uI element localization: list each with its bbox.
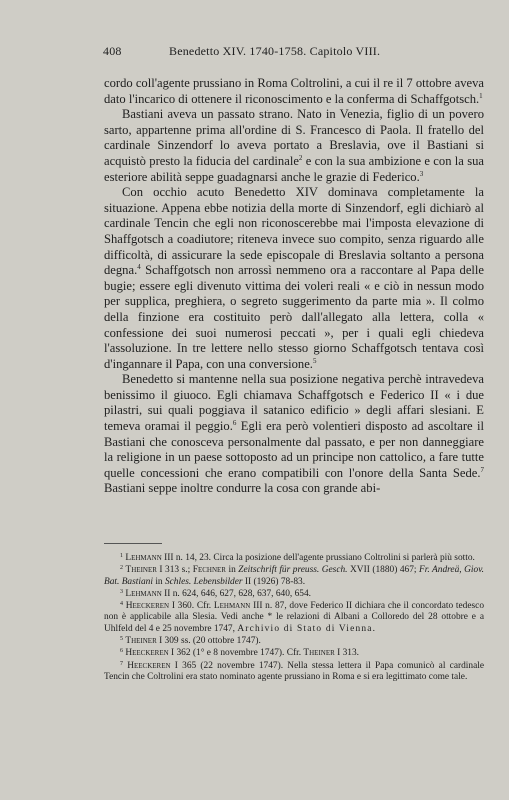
footnote-ref-7: 7	[480, 465, 484, 474]
footnote-author: Fechner	[192, 565, 226, 576]
paragraph-1-text: cordo coll'agente prussiano in Roma Coltrolini, a cui il re il 7 ottobre aveva dato l'incarico di ottenere il riconoscimento e la conferma di Schaffgotsch.	[104, 76, 484, 106]
footnote-number: 4	[120, 601, 123, 608]
footnote-number: 2	[120, 565, 123, 572]
footnote-number: 7	[120, 660, 123, 667]
footnote-author: Theiner	[125, 636, 157, 647]
paragraph-3-text-a: Con occhio acuto Benedetto XIV dominava completamente la situazione. Appena ebbe notizia della morte di Sinzendorf, egli dichiarò al cardinale Tencin che egli non riconoscerebbe mai l'imposta elevazione di Shaffgotsch a coadiutore; riteneva invece suo compito, senza riguardo alle difficoltà, di assicurare la sede episcopale di Breslavia soltanto a persona degna.	[104, 185, 484, 278]
footnote-text: III n. 14, 23. Circa la posizione dell'agente prussiano Coltrolini si parlerà più sotto.	[161, 553, 475, 563]
footnotes	[104, 553, 484, 684]
footnote-number: 6	[120, 648, 123, 655]
footnote-7	[104, 661, 484, 684]
footnote-text: .	[372, 623, 375, 634]
footnote-6	[104, 648, 484, 659]
paragraph-4-text-a: Benedetto si mantenne nella sua posizione negativa perchè intravedeva benissimo il giuoco. Egli chiamava Schaffgotsch e Federico II « i due pilastri, sui quali poggiava il satanico edificio » degli affari slesiani. E temeva oramai il peggio.	[104, 372, 484, 434]
paragraph-4-text-c: Bastiani seppe inoltre condurre la cosa con grande abi-	[104, 481, 381, 496]
footnote-journal: Zeitschrift für preuss. Gesch.	[238, 565, 348, 576]
footnote-ref-2: 2	[298, 153, 303, 162]
running-title: Benedetto XIV. 1740-1758. Capitolo VIII.	[169, 44, 381, 58]
footnote-author: Heeckeren	[127, 660, 171, 671]
paragraph-4	[104, 372, 484, 497]
paragraph-3	[104, 185, 484, 372]
paragraph-2-text-a: Bastiani aveva un passato strano. Nato in Venezia, figlio di un povero sarto, appartenne prima all'ordine di S. Francesco di Paola. Il fratello del cardinale Sinzendorf lo aveva portato a Breslavia, ove il Bastiani si acquistò presto la fiducia del cardinale	[104, 107, 484, 168]
footnote-text: I 313.	[334, 648, 359, 659]
paragraph-2-text-b: e con la sua ambizione e con la sua esteriore abilità seppe guadagnarsi anche le grazie di Federico.	[104, 153, 484, 184]
footnote-divider	[104, 543, 162, 544]
footnote-author: Theiner	[303, 648, 335, 659]
footnote-text: I 360. Cfr.	[169, 601, 214, 612]
footnote-number: 1	[120, 553, 123, 559]
paragraph-1	[104, 76, 484, 107]
footnote-text: XVII (1880) 467;	[347, 565, 420, 576]
footnote-author: Heeckeren	[125, 601, 170, 612]
footnote-2	[104, 565, 484, 588]
footnote-number: 5	[120, 636, 123, 643]
footnote-author: Lehmann	[213, 601, 251, 612]
footnote-number: 3	[120, 588, 123, 595]
footnote-text: II (1926) 78-83.	[242, 576, 306, 587]
footnote-text: II n. 624, 646, 627, 628, 637, 640, 654.	[161, 588, 312, 599]
footnote-author: Lehmann	[125, 553, 162, 563]
footnote-text: I 313 s.;	[156, 565, 193, 576]
main-text	[104, 76, 484, 497]
footnote-4	[104, 601, 484, 635]
footnote-text: III n. 87, dove Federico II dichiara che il concordato tedesco non è applicabile alla Slesia. Vedi anche * le relazioni di Albani a Colloredo del 28 ottobre e a Uhlfeld del 4 e 25 novembre 1747,	[104, 601, 485, 634]
footnote-ref-1: 1	[479, 91, 483, 100]
footnote-text: in	[225, 565, 239, 576]
footnote-journal: Schles. Lebensbilder	[164, 576, 243, 587]
footnote-author: Lehmann	[125, 588, 162, 599]
footnote-1	[104, 553, 484, 564]
footnote-3	[104, 589, 484, 600]
footnote-ref-6: 6	[232, 419, 237, 428]
footnote-5	[104, 636, 484, 647]
footnote-text: in	[152, 576, 165, 587]
paragraph-2	[104, 107, 484, 185]
footnote-text: I 365 (22 novembre 1747). Nella stessa lettera il Papa comunicò al cardinale Tencin che Coltrolini era stato nominato agente prussiano in Roma e si era legittimato come tale.	[104, 660, 485, 682]
footnote-ref-4: 4	[137, 263, 141, 272]
footnote-author: Heeckeren	[125, 648, 169, 659]
footnote-author: Fr. Andreä, Giov. Bat. Bastiani	[104, 565, 485, 587]
paragraph-4-text-b: Egli era però volentieri disposto ad ascoltare il Bastiani che conosceva personalmente dal passato, e per non danneggiare la religione in un paese sottoposto ad un principe non cattolico, a fare tutte quelle concessioni che erano compatibili con l'onore della Santa Sede.	[104, 419, 484, 480]
footnote-ref-5: 5	[312, 356, 317, 365]
footnote-ref-3: 3	[419, 169, 424, 178]
paragraph-3-text-b: Schaffgotsch non arrossì nemmeno ora a raccontare al Papa delle bugie; essere egli divenuto vittima dei voleri reali « e ciò in nessun modo per supplica, preghiera, o segreto suggerimento da parte mia ». Il colmo della finzione era costituito però dall'allegato alla lettera, colla « confessione dei suoi numerosi peccati », per i quali egli chiedeva l'assoluzione. In tre lettere nello stesso giorno Schaffgotsch tentava così d'ingannare il Papa, con una conversione.	[104, 263, 484, 371]
page-number: 408	[103, 44, 122, 58]
footnote-text: I 309 ss. (20 ottobre 1747).	[156, 636, 261, 647]
footnote-author: Theiner	[125, 565, 157, 576]
footnote-text: I 362 (1° e 8 novembre 1747). Cfr.	[168, 648, 304, 659]
footnote-archive: Archivio di Stato di Vienna	[237, 623, 373, 634]
